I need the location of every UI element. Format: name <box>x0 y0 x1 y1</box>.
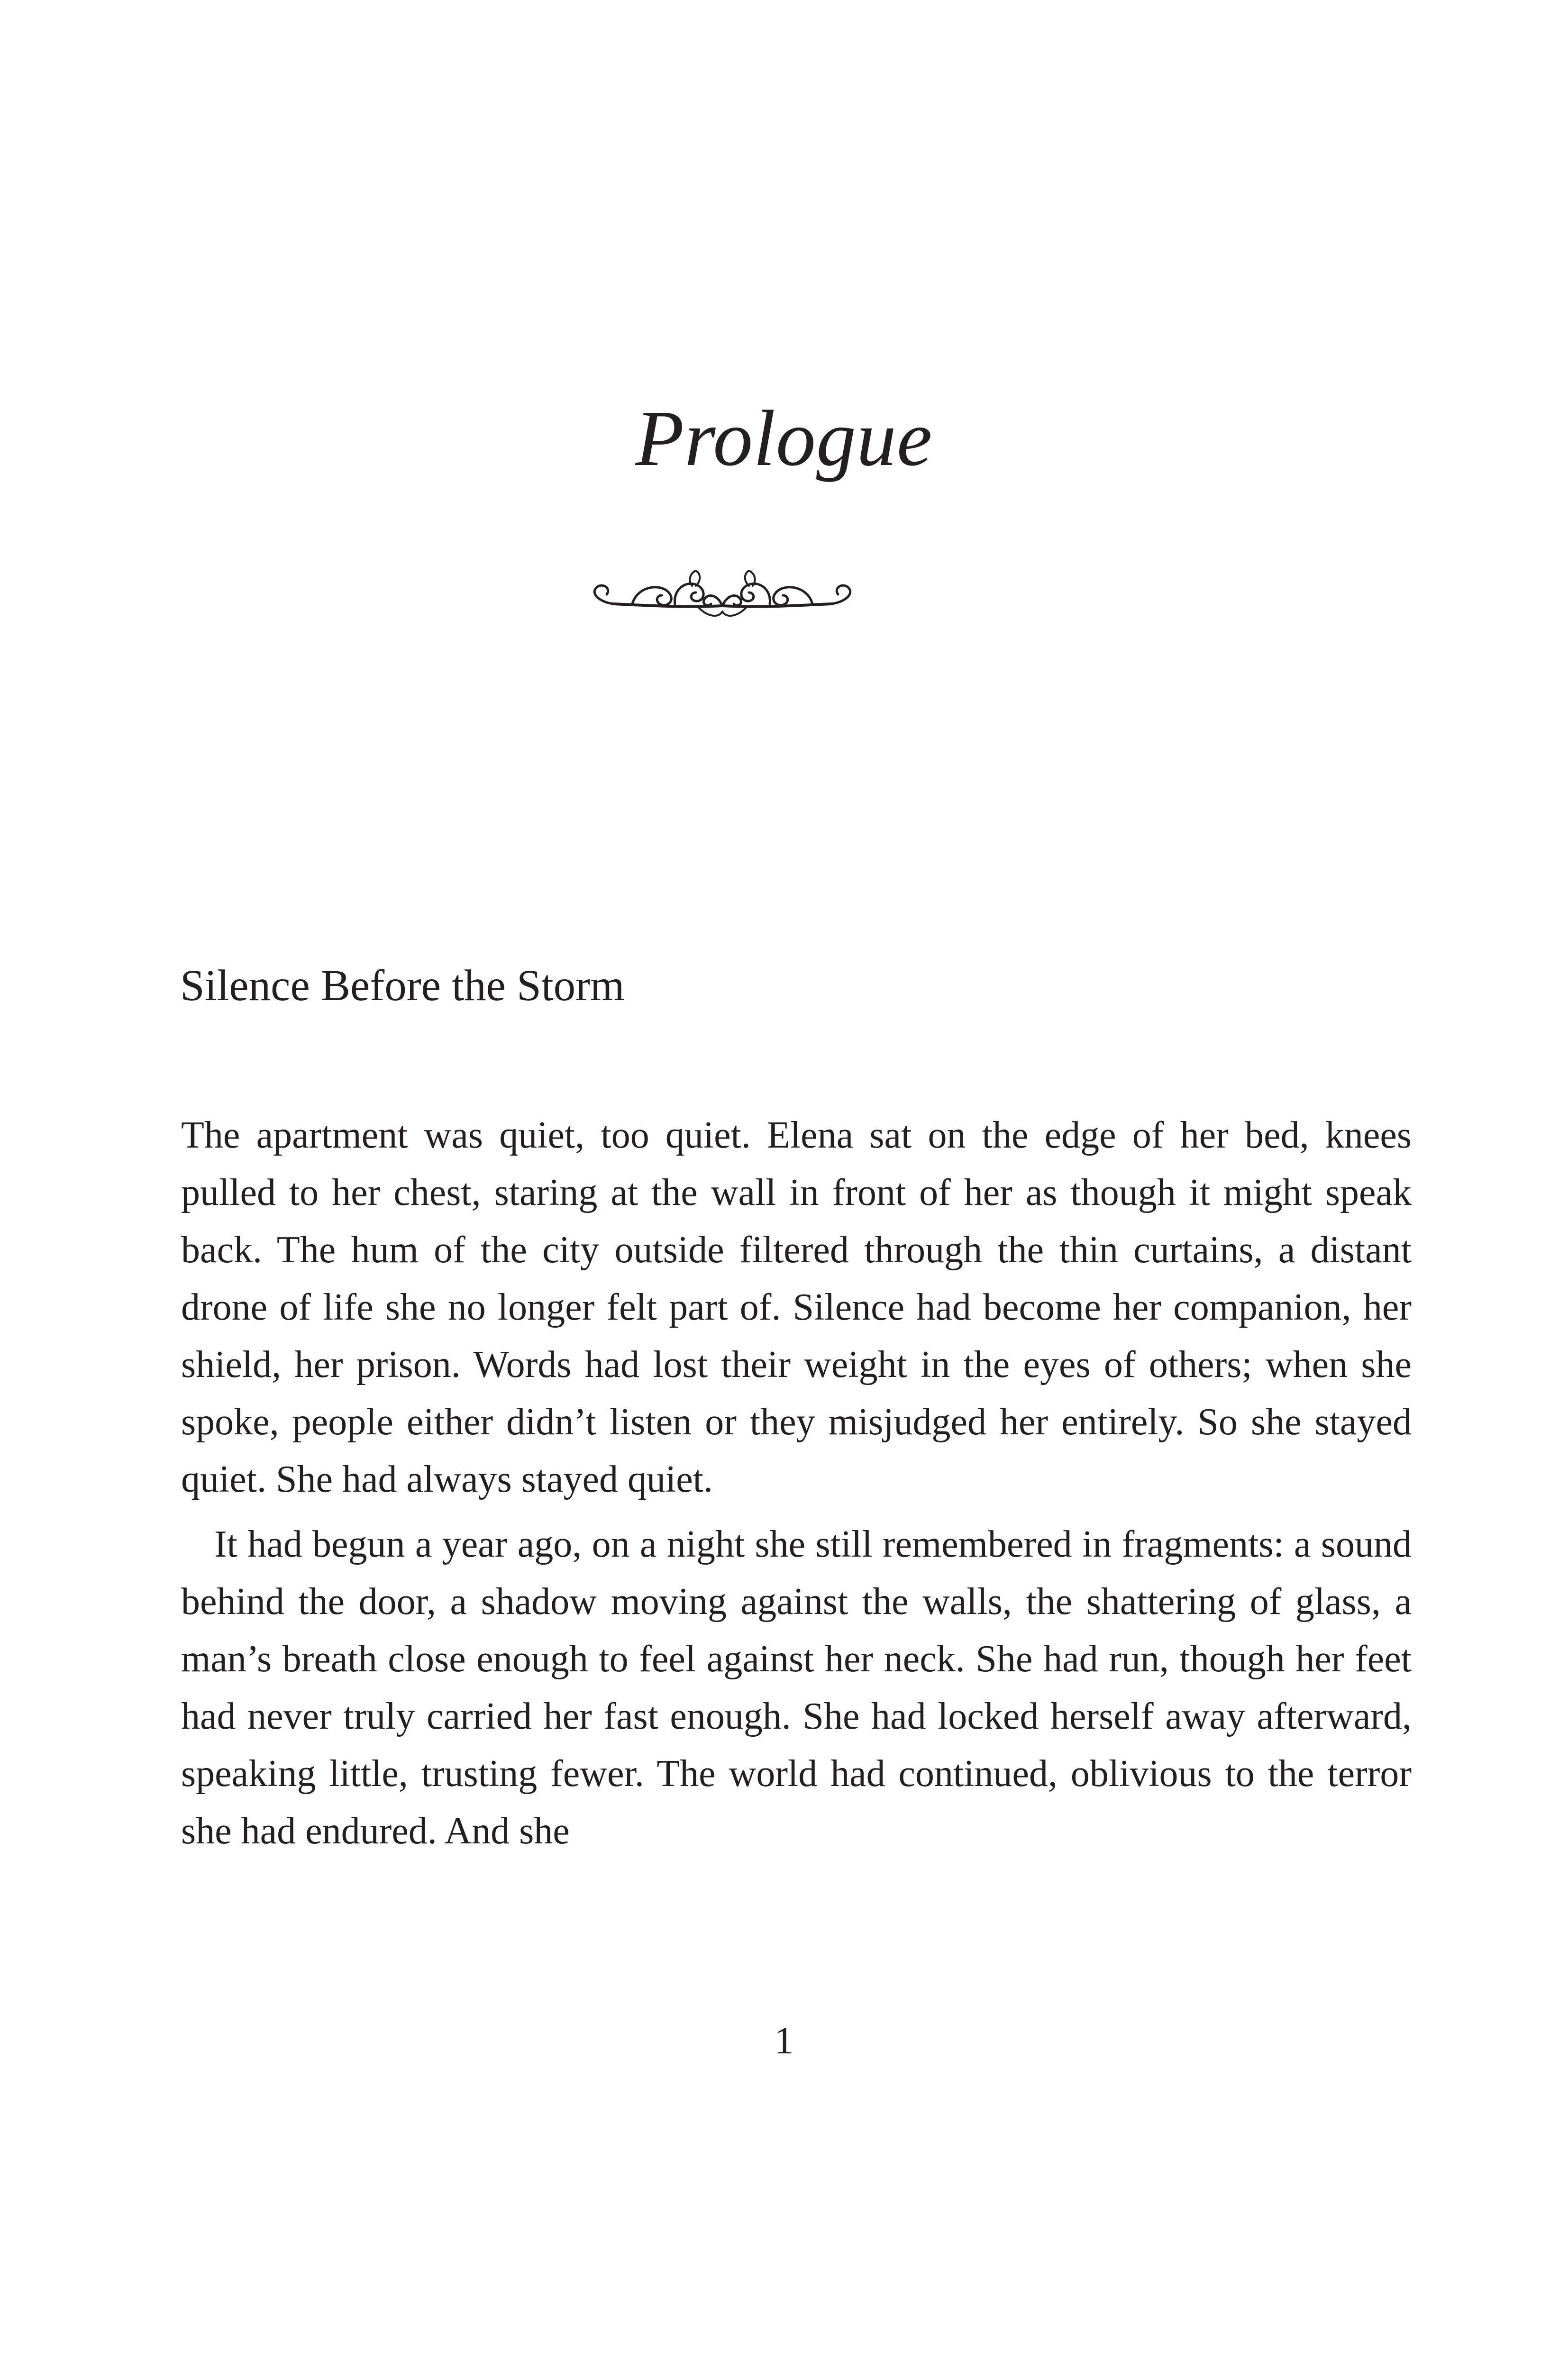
body-text <box>181 1107 1412 1860</box>
page-number: 1 <box>774 2019 794 2062</box>
section-heading: Silence Before the Storm <box>180 961 625 1010</box>
scroll-flourish-ornament-icon <box>580 558 865 634</box>
chapter-title: Prologue <box>635 394 933 483</box>
paragraph: It had begun a year ago, on a night she still remembered in fragments: a sound behind the door, a shadow moving against the walls, the shattering of glass, a man’s breath close enough to feel against her neck. She had run, though her feet had never truly carried her fast enough. She had locked herself away afterward, speaking little, trusting fewer. The world had continued, oblivious to the terror she had endured. And she <box>181 1523 1412 1852</box>
paragraph: The apartment was quiet, too quiet. Elena sat on the edge of her bed, knees pulled to her chest, staring at the wall in front of her as though it might speak back. The hum of the city outside filtered through the thin curtains, a distant drone of life she no longer felt part of. Silence had become her companion, her shield, her prison. Words had lost their weight in the eyes of others; when she spoke, people either didn’t listen or they misjudged her entirely. So she stayed quiet. She had always stayed quiet. <box>181 1114 1412 1500</box>
